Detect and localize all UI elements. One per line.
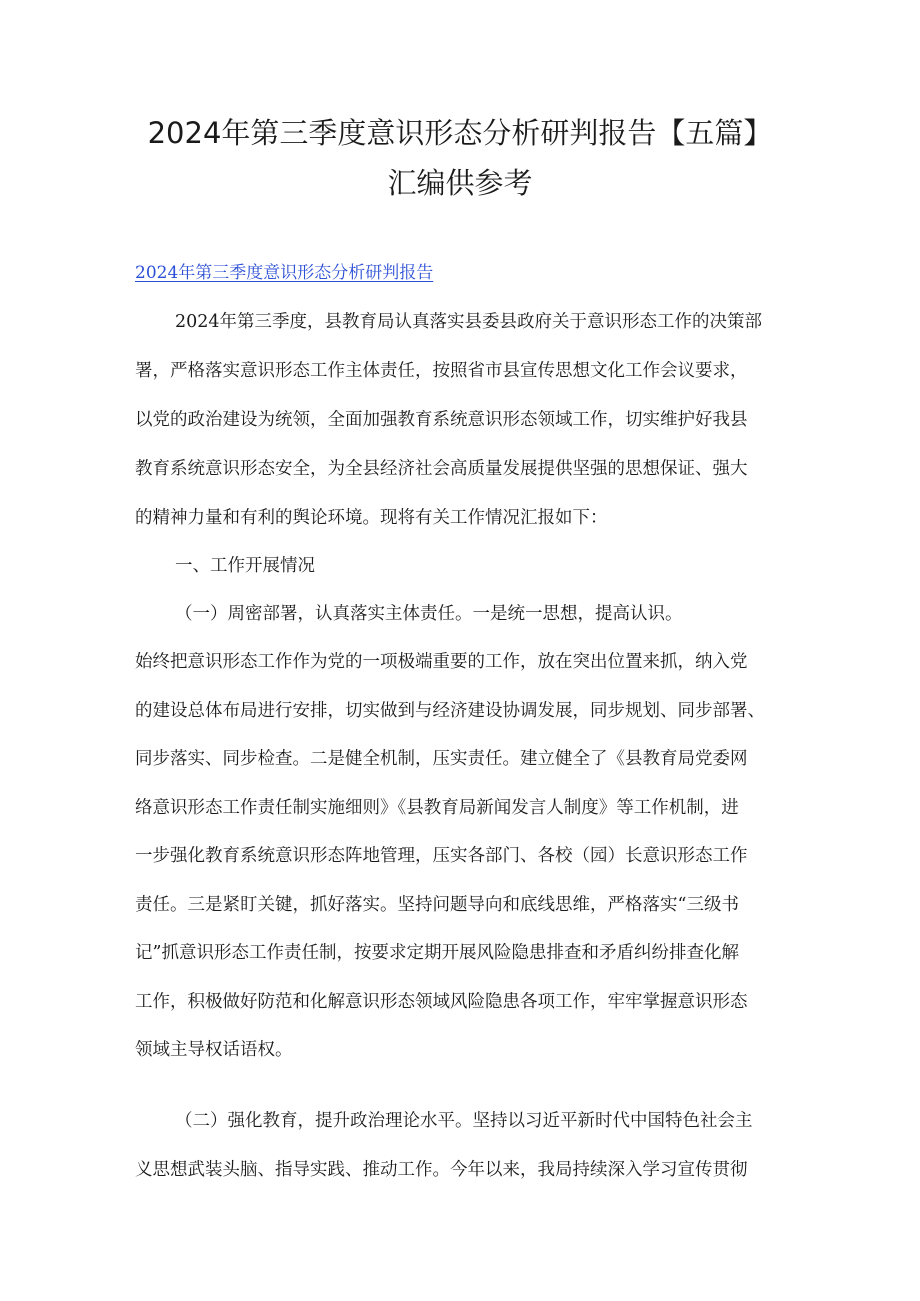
section-heading: 一、工作开展情况 xyxy=(175,556,315,576)
body-line: 教育系统意识形态安全，为全县经济社会高质量发展提供坚强的思想保证、强大 xyxy=(135,459,748,479)
body-line: 同步落实、同步检查。二是健全机制，压实责任。建立健全了《县教育局党委网 xyxy=(135,749,748,769)
body-line: 记”抓意识形态工作责任制，按要求定期开展风险隐患排查和矛盾纠纷排查化解 xyxy=(135,943,739,963)
body-line: 以党的政治建设为统领，全面加强教育系统意识形态领域工作，切实维护好我县 xyxy=(135,410,748,430)
body-line: 的精神力量和有利的舆论环境。现将有关工作情况汇报如下： xyxy=(135,508,608,528)
body-line: 始终把意识形态工作作为党的一项极端重要的工作，放在突出位置来抓，纳入党 xyxy=(135,652,748,672)
document-title-line-2: 汇编供参考 xyxy=(387,166,533,200)
subsection-heading: （一）周密部署，认真落实主体责任。一是统一思想，提高认识。 xyxy=(175,604,683,624)
body-line: 义思想武装头脑、指导实践、推动工作。今年以来，我局持续深入学习宣传贯彻 xyxy=(135,1160,748,1180)
body-line: 责任。三是紧盯关键，抓好落实。坚持问题导向和底线思维，严格落实“三级书 xyxy=(135,895,739,915)
subsection-heading: （二）强化教育，提升政治理论水平。坚持以习近平新时代中国特色社会主 xyxy=(175,1111,753,1131)
body-line: 领域主导权话语权。 xyxy=(135,1040,293,1060)
body-line: 一步强化教育系统意识形态阵地管理，压实各部门、各校（园）长意识形态工作 xyxy=(135,846,748,866)
body-line: 工作，积极做好防范和化解意识形态领域风险隐患各项工作，牢牢掌握意识形态 xyxy=(135,992,748,1012)
section-link[interactable]: 2024年第三季度意识形态分析研判报告 xyxy=(135,263,434,283)
body-line: 的建设总体布局进行安排，切实做到与经济建设协调发展，同步规划、同步部署、 xyxy=(135,701,765,721)
body-line: 络意识形态工作责任制实施细则》《县教育局新闻发言人制度》等工作机制，进 xyxy=(135,798,739,818)
body-line: 署，严格落实意识形态工作主体责任，按照省市县宣传思想文化工作会议要求， xyxy=(135,361,748,381)
body-line: 2024年第三季度，县教育局认真落实县委县政府关于意识形态工作的决策部 xyxy=(175,312,763,332)
document-title-line-1: 2024年第三季度意识形态分析研判报告【五篇】 xyxy=(147,116,773,150)
